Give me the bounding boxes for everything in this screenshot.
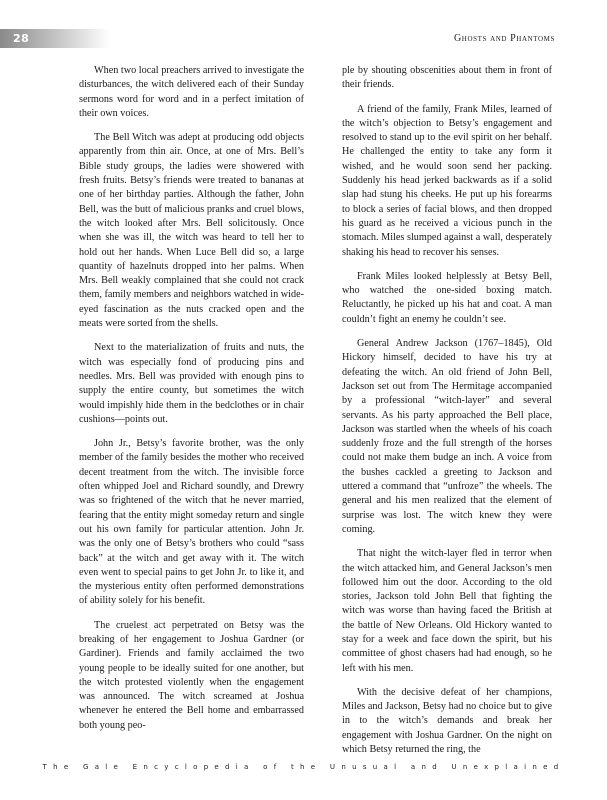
paragraph: General Andrew Jackson (1767–1845), Old Hickory himself, decided to have his try at defeating the witch. An old friend of John Bell, Jackson set out from The Hermitage accompanied by a professional “witch-layer” and several servants. As his party approached the Bell place, Jackson was startled when the wheels of his coach suddenly froze and the full strength of the horses could not make them budge an inch. A voice from the bushes cackled a greeting to Jackson and uttered a command that “unfroze” the wheels. The general and his men realized that the element of surprise was lost. The witch knew they were coming.: [342, 338, 552, 535]
paragraph: The Bell Witch was adept at producing odd objects apparently from thin air. Once, at one of Mrs. Bell’s Bible study groups, the ladies were showered with fresh fruits. Betsy’s friends were treated to bananas at one of her birthday parties. Although the father, John Bell, was the butt of malicious pranks and cruel blows, the witch looked after Mrs. Bell solicitously. Once when she was ill, the witch was heard to tell her to hold out her hands. When Luce Bell did so, a large quantity of hazelnuts dropped into her palms. When Mrs. Bell weakly complained that she could not crack them, family members and neighbors watched in wide-eyed fascination as the nuts cracked open and the meats were sorted from the shells.: [79, 132, 304, 330]
right-column: [342, 64, 552, 767]
paragraph: Frank Miles looked helplessly at Betsy Bell, who watched the one-sided boxing match. Reluctantly, he picked up his hat and coat. A man couldn’t fight an enemy he couldn’t see.: [342, 270, 552, 325]
paragraph: John Jr., Betsy’s favorite brother, was the only member of the family besides the mother who received decent treatment from the witch. The invisible force often whipped Joel and Richard soundly, and Drewry was so frightened of the witch that he never married, fearing that the entity might someday return and single out his own family for particular attention. John Jr. was the only one of Betsy’s brothers who could “sass back” at the witch and get away with it. The witch even went to special pains to get John Jr. to like it, and the mysterious entity often performed demonstrations of ability solely for his benefit.: [79, 438, 304, 607]
paragraph: A friend of the family, Frank Miles, learned of the witch’s objection to Betsy’s engagement and resolved to stand up to the evil spirit on her behalf. He challenged the entity to take any form it wished, and he would soon send her packing. Suddenly his head jerked backwards as if a solid slap had stung his cheeks. He put up his forearms to block a series of facial blows, and then dropped his guard as he received a vicious punch in the stomach. Miles slumped against a wall, desperately shaking his head to recover his senses.: [342, 103, 552, 258]
left-column: [79, 64, 304, 743]
paragraph: The cruelest act perpetrated on Betsy was the breaking of her engagement to Joshua Gardner (or Gardiner). Friends and family acclaimed the two young people to be ideally suited for one another, but the witch protested violently when the engagement was announced. The witch screamed at Joshua whenever he entered the Bell home and embarrassed both young peo-: [79, 619, 304, 731]
paragraph: That night the witch-layer fled in terror when the witch attacked him, and General Jackson’s men followed him out the door. According to the old stories, Jackson told John Bell that fighting the witch was worse than having faced the British at the battle of New Orleans. Old Hickory wanted to stay for a week and face down the spirit, but his committee of ghost chasers had had enough, so he left with his men.: [342, 548, 552, 674]
paragraph-continued: ple by shouting obscenities about them in front of their friends.: [342, 65, 552, 91]
paragraph: When two local preachers arrived to investigate the disturbances, the witch delivered each of their Sunday sermons word for word and in a perfect imitation of their own voices.: [79, 65, 304, 119]
page-number: 28: [13, 32, 30, 45]
paragraph: Next to the materialization of fruits and nuts, the witch was especially fond of producing pins and needles. Mrs. Bell was provided with enough pins to supply the entire county, but sometimes the witch would impishly hide them in the bedclothes or in chair cushions—points out.: [79, 342, 304, 425]
footer-title: The Gale Encyclopedia of the Unusual and Unexplained: [42, 763, 565, 771]
running-title: Ghosts and Phantoms: [453, 33, 555, 44]
paragraph: With the decisive defeat of her champions, Miles and Jackson, Betsy had no choice but to give in to the witch’s demands and break her engagement with Joshua Gardner. On the night on which Betsy returned the ring, the: [342, 686, 552, 756]
